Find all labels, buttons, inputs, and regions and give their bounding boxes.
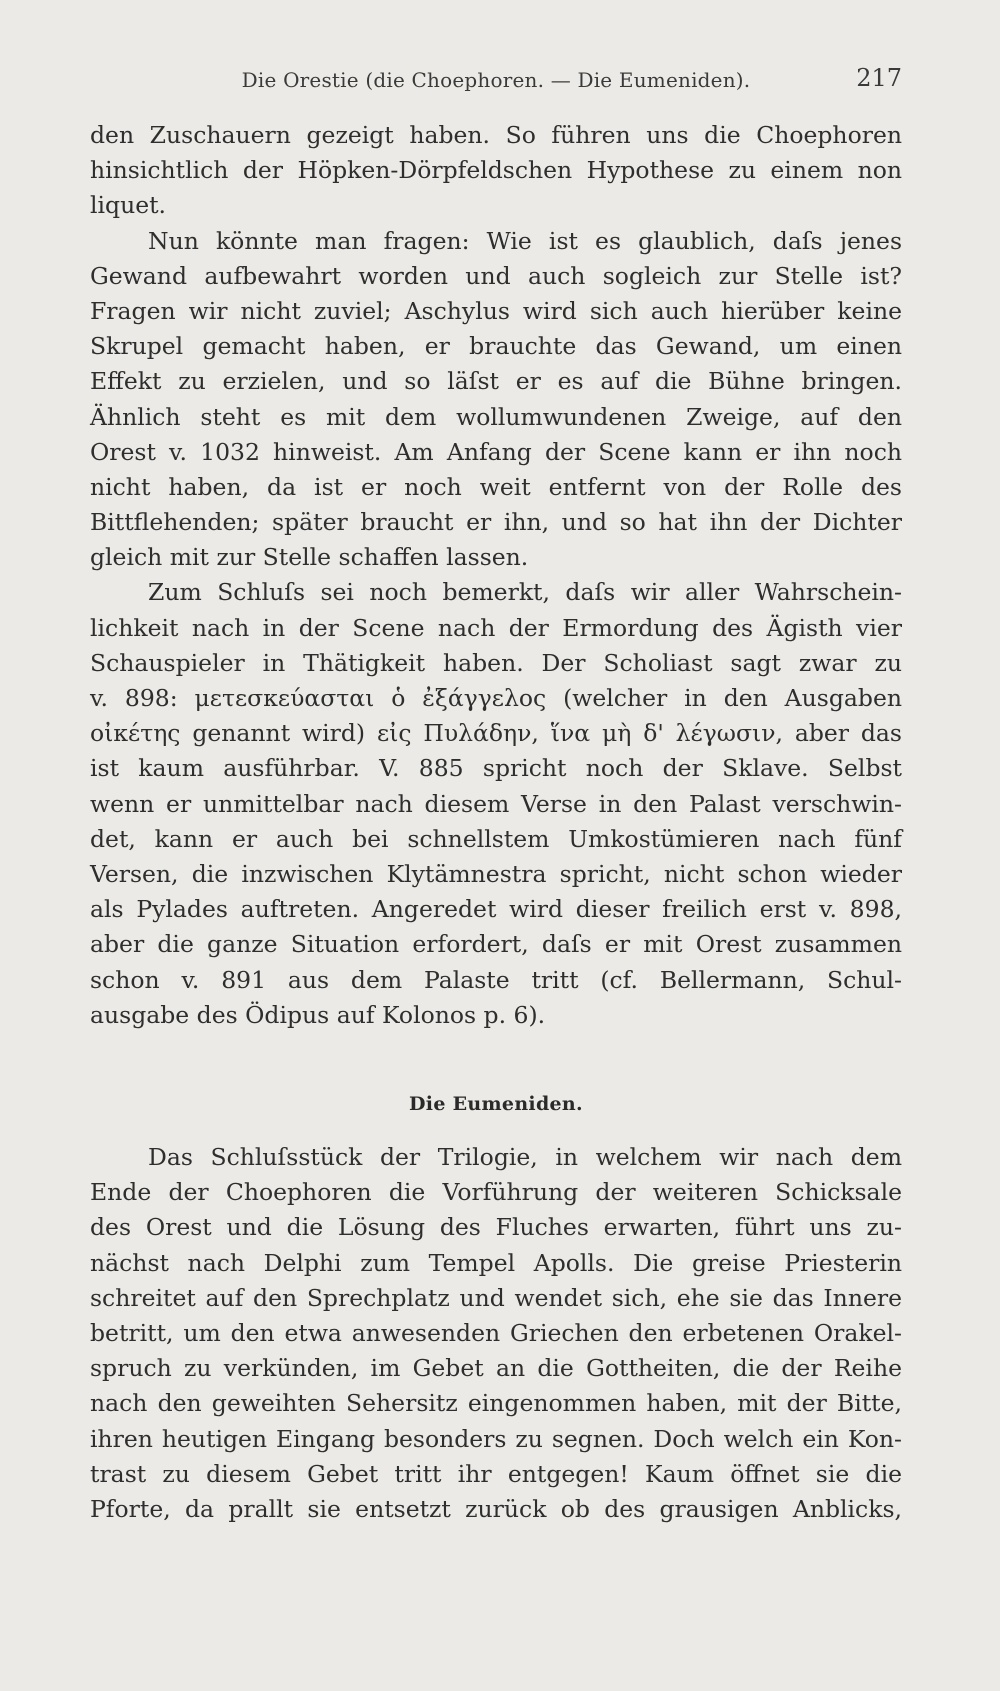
text-line: wenn er unmittelbar nach diesem Verse in den Palast verschwin- (90, 789, 902, 818)
running-header (90, 64, 902, 98)
text-line: aber die ganze Situation erfordert, daſs er mit Orest zusammen (90, 930, 902, 959)
text-line: des Orest und die Lösung des Fluches erwarten, führt uns zu- (90, 1213, 902, 1242)
text-line: ihren heutigen Eingang besonders zu segnen. Doch welch ein Kon- (90, 1424, 902, 1453)
text-line: Nun könnte man fragen: Wie ist es glaublich, daſs jenes (148, 226, 902, 255)
text-line: Orest v. 1032 hinweist. Am Anfang der Scene kann er ihn noch (90, 437, 902, 466)
text-line: Bittflehenden; später braucht er ihn, und so hat ihn der Dichter (90, 508, 902, 537)
text-line: Das Schluſsstück der Trilogie, in welchem wir nach dem (148, 1143, 902, 1171)
text-line: spruch zu verkünden, im Gebet an die Gottheiten, die der Reihe (90, 1354, 902, 1383)
text-line: Pforte, da prallt sie entsetzt zurück ob des grausigen Anblicks, (90, 1494, 902, 1523)
text-line: Ähnlich steht es mit dem wollumwundenen Zweige, auf den (90, 402, 902, 431)
text-line: ausgabe des Ödipus auf Kolonos p. 6). (90, 1000, 546, 1029)
section-text-block (90, 1140, 902, 1527)
text-line: Gewand aufbewahrt worden und auch sogleich zur Stelle ist? (90, 261, 902, 290)
section-heading: Die Eumeniden. (409, 1093, 583, 1115)
text-line: Zum Schluſs sei noch bemerkt, daſs wir aller Wahrschein- (148, 578, 902, 607)
text-line: Ende der Choephoren die Vorführung der weiteren Schicksale (90, 1178, 902, 1207)
text-line: trast zu diesem Gebet tritt ihr entgegen! Kaum öffnet sie die (90, 1459, 902, 1488)
text-line: nächst nach Delphi zum Tempel Apolls. Die greise Priesterin (90, 1248, 902, 1277)
text-line: Effekt zu erzielen, und so läſst er es auf die Bühne bringen. (90, 367, 902, 396)
text-line: Skrupel gemacht haben, er brauchte das Gewand, um einen (90, 332, 902, 361)
text-line: gleich mit zur Stelle schaffen lassen. (90, 543, 529, 572)
text-line: hinsichtlich der Höpken-Dörpfeldschen Hypothese zu einem non (90, 156, 902, 185)
text-line: lichkeit nach in der Scene nach der Ermordung des Ägisth vier (90, 613, 902, 642)
text-line: οἰκέτης genannt wird) εἰς Πυλάδην, ἵνα μὴ δ' λέγωσιν, aber das (90, 719, 902, 748)
text-line: den Zuschauern gezeigt haben. So führen uns die Choephoren (90, 121, 902, 149)
text-line: det, kann er auch bei schnellstem Umkostümieren nach fünf (90, 824, 902, 853)
text-line: schreitet auf den Sprechplatz und wendet sich, ehe sie das Innere (90, 1283, 902, 1312)
text-line: v. 898: μετεσκεύασται ὁ ἐξάγγελος (welcher in den Ausgaben (90, 684, 902, 712)
text-line: Fragen wir nicht zuviel; Aschylus wird sich auch hierüber keine (90, 296, 902, 325)
text-line: betritt, um den etwa anwesenden Griechen den erbetenen Orakel- (90, 1318, 902, 1347)
running-title: Die Orestie (die Choephoren. — Die Eumeniden). (241, 68, 751, 92)
text-line: nicht haben, da ist er noch weit entfernt von der Rolle des (90, 472, 902, 501)
text-line: schon v. 891 aus dem Palaste tritt (cf. Bellermann, Schul- (90, 965, 902, 994)
text-line: ist kaum ausführbar. V. 885 spricht noch der Sklave. Selbst (90, 754, 902, 783)
text-line: Schauspieler in Thätigkeit haben. Der Scholiast sagt zwar zu (90, 648, 902, 677)
page-number: 217 (856, 64, 902, 92)
text-line: als Pylades auftreten. Angeredet wird dieser freilich erst v. 898, (90, 895, 902, 924)
text-line: liquet. (90, 191, 167, 220)
text-line: nach den geweihten Sehersitz eingenommen haben, mit der Bitte, (90, 1389, 902, 1418)
main-text-block (90, 118, 902, 1033)
text-line: Versen, die inzwischen Klytämnestra spricht, nicht schon wieder (90, 859, 902, 888)
